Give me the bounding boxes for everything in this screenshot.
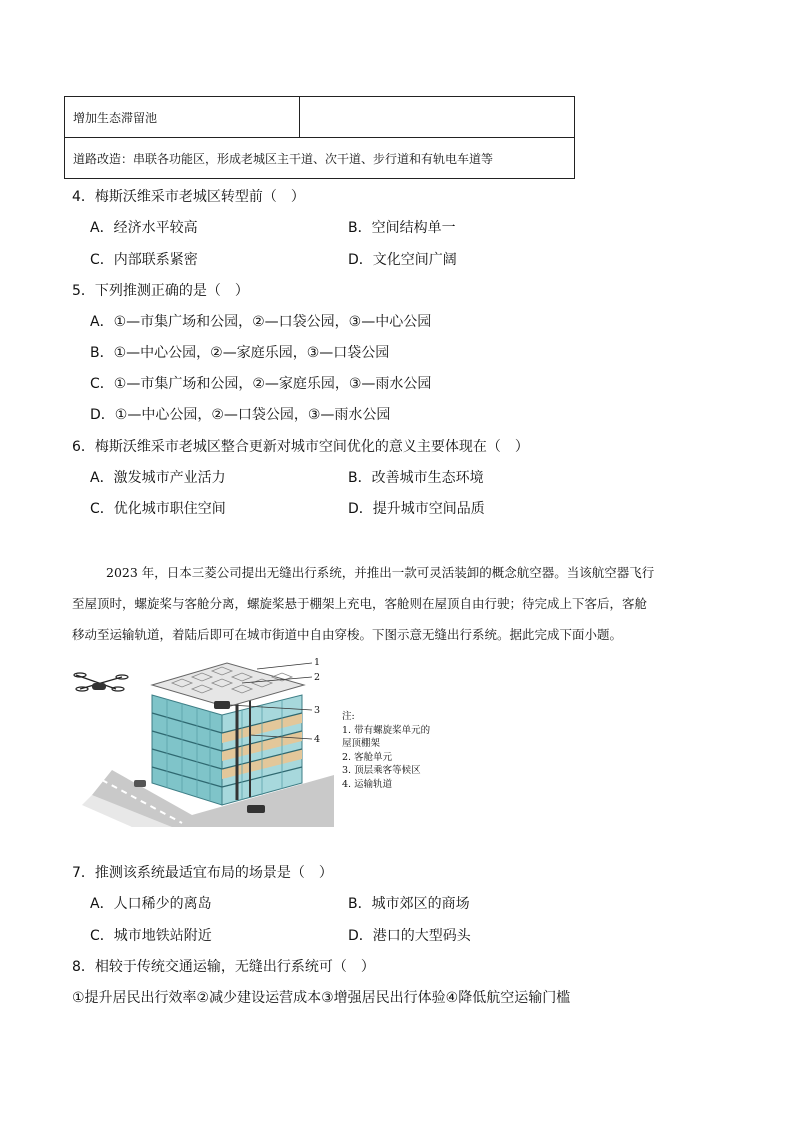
callout-4: 4 xyxy=(314,734,321,745)
q6-option-b[interactable]: B．改善城市生态环境 xyxy=(348,470,484,486)
passage-line-3: 移动至运输轨道，着陆后即可在城市街道中自由穿梭。下图示意无缝出行系统。据此完成下面小题。 xyxy=(72,627,623,642)
q5-option-b[interactable]: B．①—中心公园，②—家庭乐园，③—口袋公园 xyxy=(90,345,390,361)
q5-option-c[interactable]: C．①—市集广场和公园，②—家庭乐园，③—雨水公园 xyxy=(90,376,432,392)
callout-2: 2 xyxy=(314,672,321,683)
q6-option-c[interactable]: C．优化城市职住空间 xyxy=(90,501,226,517)
q7-option-d[interactable]: D．港口的大型码头 xyxy=(348,928,471,944)
passage-line-2: 至屋顶时，螺旋桨与客舱分离，螺旋桨悬于棚架上充电，客舱则在屋顶自由行驶；待完成上下客后，客舱 xyxy=(72,596,648,611)
question-7-stem: 7．推测该系统最适宜布局的场景是（ ） xyxy=(72,865,333,881)
table-cell: 道路改造：串联各功能区，形成老城区主干道、次干道、步行道和有轨电车道等 xyxy=(65,138,575,179)
q6-option-d[interactable]: D．提升城市空间品质 xyxy=(348,501,485,517)
passage-line-1: 2023 年，日本三菱公司提出无缝出行系统，并推出一款可灵活装卸的概念航空器。当该航空器飞行 xyxy=(106,565,655,580)
callout-1: 1 xyxy=(314,657,321,668)
q4-option-c[interactable]: C．内部联系紧密 xyxy=(90,252,198,268)
q7-option-a[interactable]: A．人口稀少的离岛 xyxy=(90,896,212,912)
seamless-mobility-illustration xyxy=(72,655,334,827)
q5-option-d[interactable]: D．①—中心公园，②—口袋公园，③—雨水公园 xyxy=(90,407,391,423)
table-row xyxy=(65,138,575,179)
q4-option-d[interactable]: D．文化空间广阔 xyxy=(348,252,457,268)
callout-3: 3 xyxy=(314,705,321,716)
question-6-stem: 6．梅斯沃维采市老城区整合更新对城市空间优化的意义主要体现在（ ） xyxy=(72,439,529,455)
legend-title: 注: xyxy=(342,711,355,722)
legend-line: 4. 运输轨道 xyxy=(342,778,393,790)
legend-line: 屋顶棚架 xyxy=(342,738,381,749)
q4-option-a[interactable]: A．经济水平较高 xyxy=(90,220,198,236)
figure-legend xyxy=(342,710,430,791)
measures-table xyxy=(64,96,575,179)
legend-line: 1. 带有螺旋桨单元的 xyxy=(342,724,431,736)
table-cell xyxy=(300,97,575,138)
q6-option-a[interactable]: A．激发城市产业活力 xyxy=(90,470,226,486)
q7-option-b[interactable]: B．城市郊区的商场 xyxy=(348,896,470,912)
q7-option-c[interactable]: C．城市地铁站附近 xyxy=(90,928,212,944)
legend-line: 3. 顶层乘客等候区 xyxy=(342,765,421,776)
legend-line: 2. 客舱单元 xyxy=(342,751,393,763)
table-cell: 增加生态滞留池 xyxy=(65,97,300,138)
question-8-stem: 8．相较于传统交通运输，无缝出行系统可（ ） xyxy=(72,959,375,975)
q4-option-b[interactable]: B．空间结构单一 xyxy=(348,220,456,236)
table-row xyxy=(65,97,575,138)
q5-option-a[interactable]: A．①—市集广场和公园，②—口袋公园，③—中心公园 xyxy=(90,314,432,330)
question-5-stem: 5．下列推测正确的是（ ） xyxy=(72,283,249,299)
q8-statements: ①提升居民出行效率②减少建设运营成本③增强居民出行体验④降低航空运输门槛 xyxy=(72,990,571,1006)
question-4-stem: 4．梅斯沃维采市老城区转型前（ ） xyxy=(72,189,305,205)
